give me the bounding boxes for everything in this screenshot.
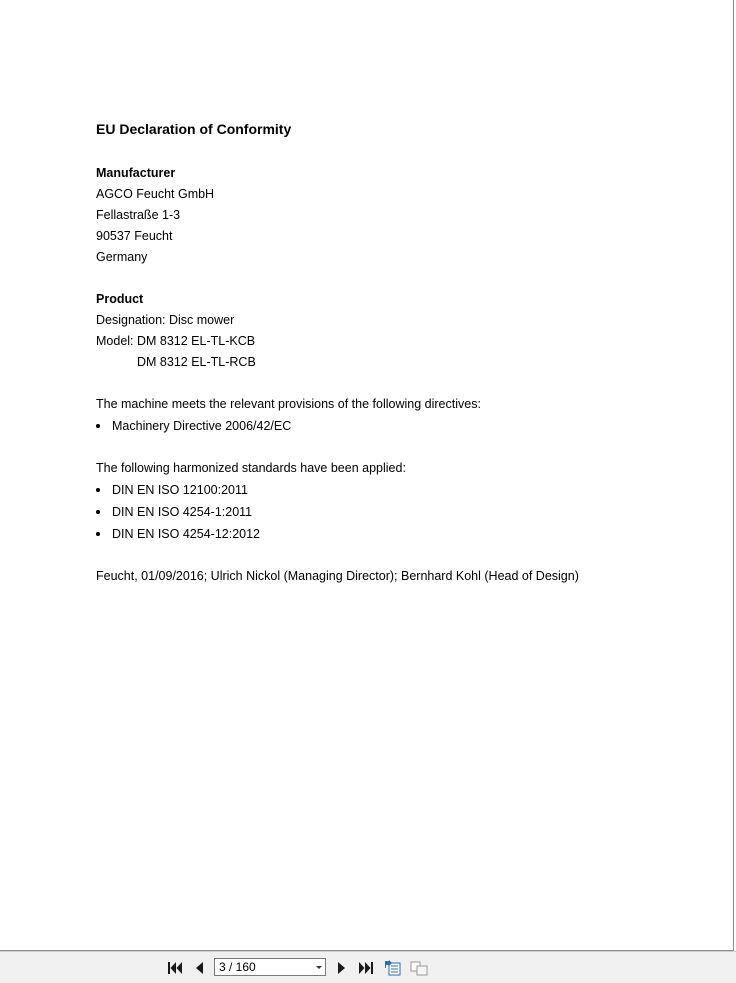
bullet-icon <box>96 424 100 428</box>
manufacturer-name: AGCO Feucht GmbH <box>96 187 215 201</box>
signature-line: Feucht, 01/09/2016; Ulrich Nickol (Managing Director); Bernhard Kohl (Head of Design) <box>96 569 579 583</box>
single-page-view-icon[interactable] <box>384 960 402 976</box>
page-number-select[interactable] <box>214 958 326 976</box>
chevron-down-icon <box>316 966 322 969</box>
manufacturer-city: 90537 Feucht <box>96 229 173 243</box>
next-page-icon[interactable] <box>333 960 351 976</box>
manufacturer-country: Germany <box>96 250 148 264</box>
last-page-icon[interactable] <box>357 960 375 976</box>
standard-item: DIN EN ISO 4254-12:2012 <box>112 527 260 541</box>
product-heading: Product <box>96 292 144 306</box>
standard-item: DIN EN ISO 4254-1:2011 <box>112 505 253 519</box>
page-indicator: 3 / 160 <box>219 960 256 974</box>
standard-item: DIN EN ISO 12100:2011 <box>112 483 248 497</box>
directives-intro: The machine meets the relevant provisions of the following directives: <box>96 397 481 411</box>
bullet-icon <box>96 532 100 536</box>
two-page-view-icon[interactable] <box>410 960 428 976</box>
manufacturer-street: Fellastraße 1-3 <box>96 208 181 222</box>
manufacturer-heading: Manufacturer <box>96 166 176 180</box>
product-designation: Designation: Disc mower <box>96 313 235 327</box>
bullet-icon <box>96 510 100 514</box>
standards-intro: The following harmonized standards have been applied: <box>96 461 406 475</box>
first-page-icon[interactable] <box>166 960 184 976</box>
document-title: EU Declaration of Conformity <box>96 121 292 137</box>
bullet-icon <box>96 488 100 492</box>
previous-page-icon[interactable] <box>190 960 208 976</box>
product-model-2: DM 8312 EL-TL-RCB <box>137 355 256 369</box>
page-navigation-toolbar <box>0 951 736 983</box>
directive-item: Machinery Directive 2006/42/EC <box>112 419 292 433</box>
product-model-1: Model: DM 8312 EL-TL-KCB <box>96 334 256 348</box>
